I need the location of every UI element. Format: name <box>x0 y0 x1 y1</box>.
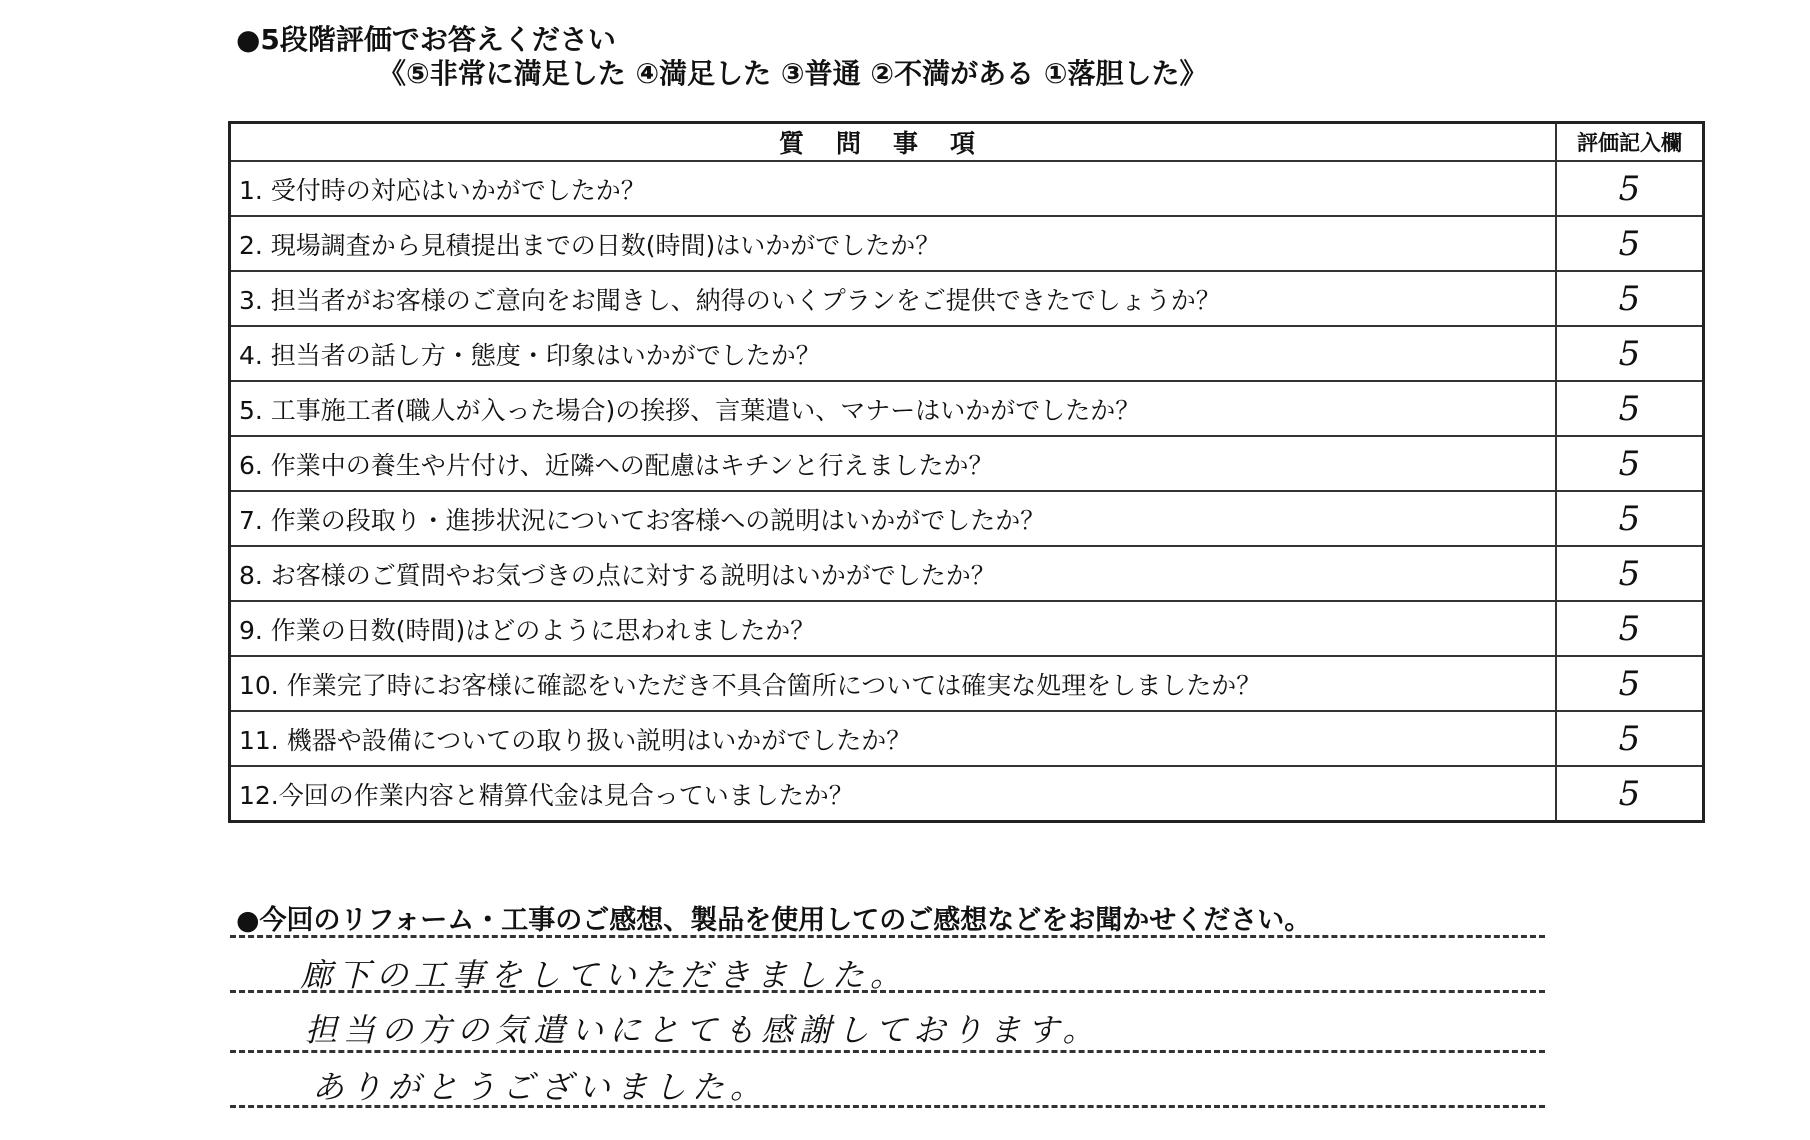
question-text: 1. 受付時の対応はいかがでしたか？ <box>230 161 1557 216</box>
question-text: 3. 担当者がお客様のご意向をお聞きし、納得のいくプランをご提供できたでしょうか？ <box>230 271 1557 326</box>
instruction-heading: ●5段階評価でお答えください <box>236 23 616 56</box>
rating-value: 5 <box>1556 161 1704 216</box>
question-text: 9. 作業の日数(時間)はどのように思われましたか？ <box>230 601 1557 656</box>
table-row <box>230 381 1704 436</box>
table-row <box>230 436 1704 491</box>
rating-header: 評価記入欄 <box>1556 123 1704 162</box>
table-row <box>230 326 1704 381</box>
question-text: 4. 担当者の話し方・態度・印象はいかがでしたか？ <box>230 326 1557 381</box>
rating-value: 5 <box>1556 656 1704 711</box>
table-row <box>230 491 1704 546</box>
question-text: 11. 機器や設備についての取り扱い説明はいかがでしたか？ <box>230 711 1557 766</box>
question-header: 質問事項 <box>230 123 1557 162</box>
rating-value: 5 <box>1556 491 1704 546</box>
rating-value: 5 <box>1556 766 1704 822</box>
comment-text: 担当の方の気遣いにとても感謝しております。 <box>305 1011 1101 1049</box>
rating-value: 5 <box>1556 436 1704 491</box>
question-text: 8. お客様のご質問やお気づきの点に対する説明はいかがでしたか？ <box>230 546 1557 601</box>
question-text: 12.今回の作業内容と精算代金は見合っていましたか？ <box>230 766 1557 822</box>
rating-value: 5 <box>1556 326 1704 381</box>
table-row <box>230 601 1704 656</box>
comment-text: ありがとうございました。 <box>312 1068 769 1106</box>
question-text: 6. 作業中の養生や片付け、近隣への配慮はキチンと行えましたか？ <box>230 436 1557 491</box>
comment-line <box>230 935 1545 938</box>
survey-table <box>228 121 1705 823</box>
rating-value: 5 <box>1556 601 1704 656</box>
comments-heading: ●今回のリフォーム・工事のご感想、製品を使用してのご感想などをお聞かせください。 <box>236 905 1312 936</box>
rating-value: 5 <box>1556 711 1704 766</box>
rating-value: 5 <box>1556 216 1704 271</box>
comment-text: 廊下の工事をしていただきました。 <box>300 956 909 994</box>
question-text: 7. 作業の段取り・進捗状況についてお客様への説明はいかがでしたか？ <box>230 491 1557 546</box>
question-text: 5. 工事施工者(職人が入った場合)の挨拶、言葉遣い、マナーはいかがでしたか？ <box>230 381 1557 436</box>
table-row <box>230 656 1704 711</box>
rating-value: 5 <box>1556 546 1704 601</box>
comment-line <box>230 990 1545 993</box>
question-text: 10. 作業完了時にお客様に確認をいただき不具合箇所については確実な処理をしましたか？ <box>230 656 1557 711</box>
rating-value: 5 <box>1556 381 1704 436</box>
table-row <box>230 161 1704 216</box>
comment-line <box>230 1105 1545 1108</box>
table-row <box>230 271 1704 326</box>
rating-value: 5 <box>1556 271 1704 326</box>
rating-scale: 《⑤非常に満足した ④満足した ③普通 ②不満がある ①落胆した》 <box>378 57 1208 90</box>
table-row <box>230 216 1704 271</box>
comment-line <box>230 1050 1545 1053</box>
table-row <box>230 766 1704 822</box>
table-row <box>230 711 1704 766</box>
question-text: 2. 現場調査から見積提出までの日数(時間)はいかがでしたか？ <box>230 216 1557 271</box>
table-row <box>230 546 1704 601</box>
